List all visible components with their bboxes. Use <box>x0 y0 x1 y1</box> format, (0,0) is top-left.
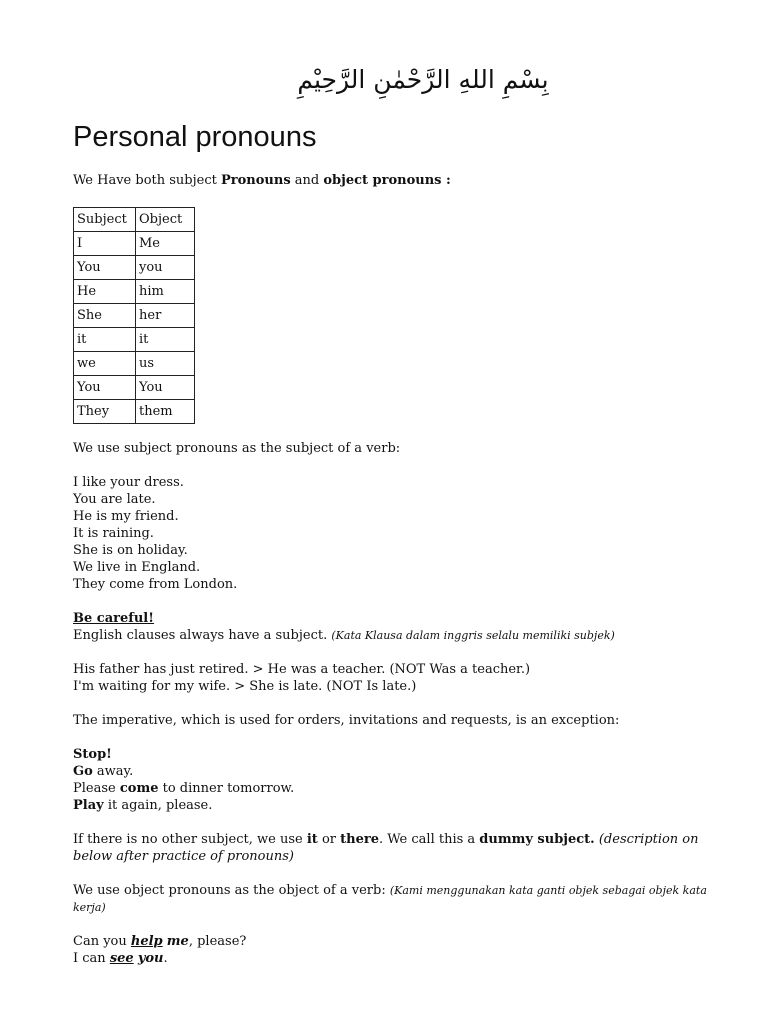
example-line: She is on holiday. <box>73 543 188 558</box>
table-header-subject: Subject <box>74 208 136 232</box>
example-line: They come from London. <box>73 577 238 592</box>
table-cell: us <box>136 352 195 376</box>
table-cell: She <box>74 304 136 328</box>
table-row <box>74 376 195 400</box>
table-cell: I <box>74 232 136 256</box>
table-row <box>74 400 195 424</box>
table-row <box>74 256 195 280</box>
table-cell: They <box>74 400 136 424</box>
example-line: You are late. <box>73 492 156 507</box>
dummy-subject-paragraph: If there is no other subject, we use it or there. We call this a dummy subject. (description on below after practice of pronouns) <box>73 832 699 864</box>
table-cell: Me <box>136 232 195 256</box>
table-header-row <box>74 208 195 232</box>
example-line: We live in England. <box>73 560 201 575</box>
imperative-go: Go away. <box>73 764 134 779</box>
page-title: Personal pronouns <box>73 121 317 153</box>
table-cell: You <box>74 376 136 400</box>
table-row <box>74 232 195 256</box>
example-line: It is raining. <box>73 526 154 541</box>
table-cell: him <box>136 280 195 304</box>
table-header-object: Object <box>136 208 195 232</box>
careful-heading: Be careful! <box>73 611 154 626</box>
table-row <box>74 280 195 304</box>
document-page <box>73 60 713 967</box>
imperative-stop: Stop! <box>73 747 112 762</box>
bismillah-heading: بِسْمِ اللهِ الرَّحْمٰنِ الرَّحِيْمِ <box>297 65 549 94</box>
table-row <box>74 304 195 328</box>
see-example: I can see you. <box>73 951 168 966</box>
subject-use-line: We use subject pronouns as the subject of a verb: <box>73 441 401 456</box>
table-cell: we <box>74 352 136 376</box>
table-cell: her <box>136 304 195 328</box>
imperative-line: The imperative, which is used for orders, invitations and requests, is an exception: <box>73 713 620 728</box>
intro-paragraph: We Have both subject Pronouns and object pronouns : <box>73 173 451 188</box>
table-row <box>74 328 195 352</box>
imperative-play: Play it again, please. <box>73 798 213 813</box>
table-row <box>74 352 195 376</box>
object-use-line: We use object pronouns as the object of a verb: (Kami menggunakan kata ganti objek sebagai objek kata kerja) <box>73 883 707 914</box>
imperative-please: Please come to dinner tomorrow. <box>73 781 295 796</box>
not-example-line: I'm waiting for my wife. > She is late. (NOT Is late.) <box>73 679 417 694</box>
pronoun-table <box>73 207 195 424</box>
table-cell: it <box>74 328 136 352</box>
not-example-line: His father has just retired. > He was a teacher. (NOT Was a teacher.) <box>73 662 531 677</box>
table-cell: You <box>136 376 195 400</box>
table-cell: You <box>74 256 136 280</box>
careful-line: English clauses always have a subject. (Kata Klausa dalam inggris selalu memiliki subjek) <box>73 628 615 643</box>
help-example: Can you help me, please? <box>73 934 247 949</box>
table-cell: He <box>74 280 136 304</box>
table-cell: you <box>136 256 195 280</box>
example-line: I like your dress. <box>73 475 184 490</box>
example-line: He is my friend. <box>73 509 179 524</box>
table-cell: them <box>136 400 195 424</box>
table-cell: it <box>136 328 195 352</box>
